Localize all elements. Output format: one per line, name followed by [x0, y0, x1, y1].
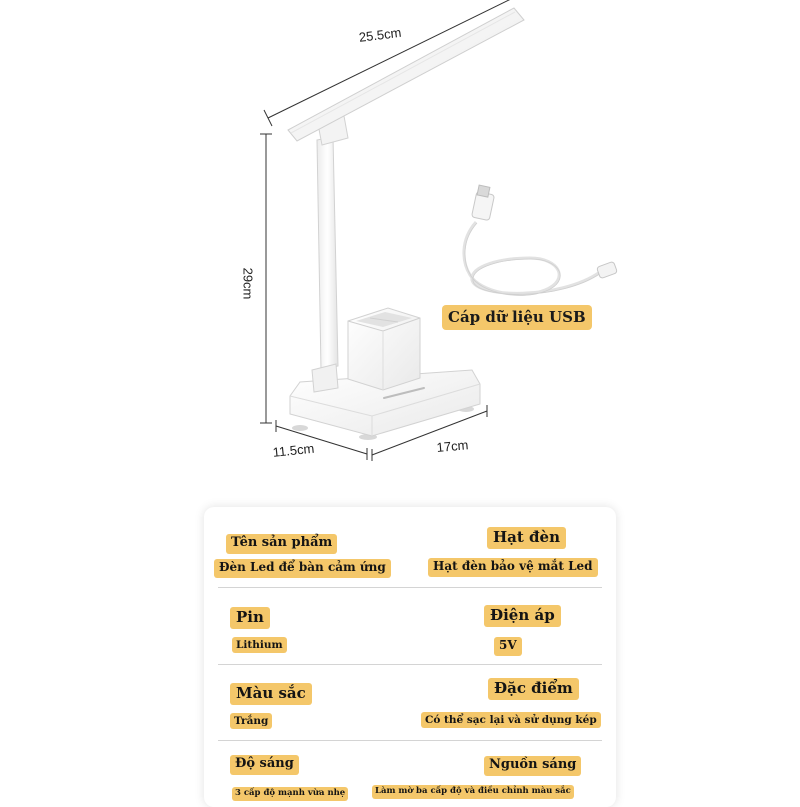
spec-value-battery: Lithium	[232, 637, 287, 653]
usb-cable-caption: Cáp dữ liệu USB	[442, 305, 592, 330]
spec-card	[204, 507, 616, 807]
spec-value-product-name: Đèn Led để bàn cảm ứng	[214, 559, 391, 578]
dimension-label-head: 25.5cm	[358, 24, 403, 45]
dimension-label-width: 17cm	[436, 437, 469, 455]
dimension-line-height	[260, 134, 272, 423]
lamp-head	[288, 8, 524, 141]
dimension-label-height: 29cm	[240, 267, 256, 300]
spec-divider	[218, 740, 602, 741]
lamp-arm	[312, 116, 348, 392]
spec-label-brightness: Độ sáng	[230, 755, 299, 775]
spec-label-product-name: Tên sản phẩm	[226, 534, 337, 554]
spec-label-battery: Pin	[230, 607, 270, 629]
spec-divider	[218, 587, 602, 588]
pen-holder	[348, 308, 420, 390]
spec-value-features: Có thể sạc lại và sử dụng kép	[421, 712, 601, 728]
spec-value-brightness: 3 cấp độ mạnh vừa nhẹ	[232, 787, 348, 801]
spec-value-light-source: Làm mờ ba cấp độ và điều chỉnh màu sắc	[372, 785, 574, 799]
spec-value-color: Trắng	[230, 713, 272, 729]
dimension-label-depth: 11.5cm	[272, 440, 316, 460]
spec-label-features: Đặc điểm	[488, 678, 579, 700]
dimension-line-head	[264, 0, 513, 126]
spec-divider	[218, 664, 602, 665]
spec-label-led-beads: Hạt đèn	[487, 527, 566, 549]
spec-value-voltage: 5V	[494, 637, 522, 656]
spec-label-light-source: Nguồn sáng	[484, 756, 581, 776]
spec-label-color: Màu sắc	[230, 683, 312, 705]
spec-label-voltage: Điện áp	[484, 605, 561, 627]
spec-value-led-beads: Hạt đèn bảo vệ mắt Led	[428, 558, 598, 577]
usb-cable-icon	[464, 185, 618, 295]
